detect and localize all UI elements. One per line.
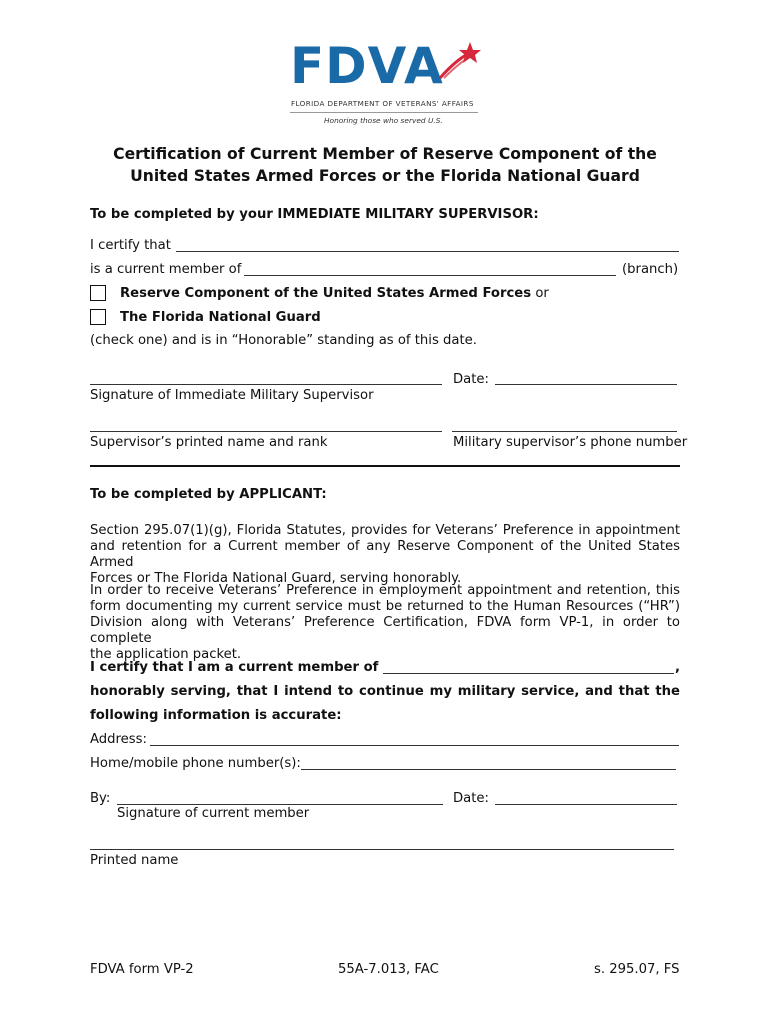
reserve-component-checkbox[interactable] — [90, 285, 106, 301]
statute-paragraph — [90, 523, 680, 587]
section-divider — [90, 465, 680, 467]
member-of-label: is a current member of — [90, 262, 242, 277]
phone-label: Home/mobile phone number(s): — [90, 756, 301, 771]
form-title-line1: Certification of Current Member of Reserve Component of the — [113, 145, 657, 163]
applicant-certify-line3: following information is accurate: — [90, 708, 342, 723]
paragraph-line: Forces or The Florida National Guard, serving honorably. — [90, 571, 462, 586]
reserve-component-label: Reserve Component of the United States Armed Forces — [120, 286, 532, 301]
branch-field[interactable] — [244, 275, 616, 276]
instructions-paragraph — [90, 583, 680, 663]
applicant-date-label: Date: — [453, 791, 489, 806]
member-name-field[interactable] — [176, 251, 679, 252]
certify-comma: , — [675, 660, 681, 675]
option-or-label: or — [535, 286, 549, 301]
paragraph-line: Division along with Veterans’ Preference Certification, FDVA form VP-1, in order to complete — [90, 615, 680, 646]
by-label: By: — [90, 791, 111, 806]
supervisor-date-label: Date: — [453, 372, 489, 387]
address-field[interactable] — [150, 745, 679, 746]
logo-tagline: Honoring those who served U.S. — [324, 116, 443, 125]
phone-field[interactable] — [301, 769, 676, 770]
branch-label: (branch) — [622, 262, 679, 277]
form-title-line2: United States Armed Forces or the Florida National Guard — [130, 167, 640, 185]
supervisor-signature-label: Signature of Immediate Military Supervisor — [90, 388, 374, 403]
supervisor-printed-name-label: Supervisor’s printed name and rank — [90, 435, 328, 450]
supervisor-phone-label: Military supervisor’s phone number — [453, 435, 688, 450]
supervisor-phone-field[interactable] — [452, 431, 677, 432]
logo-department: FLORIDA DEPARTMENT OF VETERANS' AFFAIRS — [291, 99, 474, 108]
paragraph-line: form documenting my current service must be returned to the Human Resources (“HR”) — [90, 599, 680, 614]
national-guard-label: The Florida National Guard — [120, 310, 321, 325]
reserve-component-option — [120, 286, 549, 302]
logo-letters: FDVA — [290, 37, 444, 95]
applicant-certify-label: I certify that I am a current member of — [90, 660, 379, 675]
address-label: Address: — [90, 732, 147, 747]
footer-rule: 55A-7.013, FAC — [338, 962, 439, 977]
star-icon — [438, 40, 482, 80]
paragraph-line: In order to receive Veterans’ Preference in employment appointment and retention, this — [90, 583, 680, 598]
check-one-note: (check one) and is in “Honorable” standing as of this date. — [90, 333, 477, 348]
applicant-date-field[interactable] — [495, 804, 677, 805]
applicant-printed-name-field[interactable] — [90, 849, 674, 850]
paragraph-line: Section 295.07(1)(g), Florida Statutes, provides for Veterans’ Preference in appointment — [90, 523, 680, 538]
applicant-certify-line2: honorably serving, that I intend to continue my military service, and that the — [90, 684, 680, 699]
applicant-printed-name-label: Printed name — [90, 853, 179, 868]
paragraph-line: the application packet. — [90, 647, 242, 662]
certify-label: I certify that — [90, 238, 171, 253]
logo-divider — [290, 112, 478, 113]
footer-statute: s. 295.07, FS — [594, 962, 680, 977]
supervisor-heading: To be completed by your IMMEDIATE MILITARY SUPERVISOR: — [90, 207, 539, 222]
supervisor-date-field[interactable] — [495, 384, 677, 385]
footer-form-id: FDVA form VP-2 — [90, 962, 194, 977]
fdva-logo — [290, 38, 485, 130]
applicant-signature-label: Signature of current member — [117, 806, 310, 821]
national-guard-checkbox[interactable] — [90, 309, 106, 325]
supervisor-signature-field[interactable] — [90, 384, 442, 385]
applicant-heading: To be completed by APPLICANT: — [90, 487, 327, 502]
applicant-signature-field[interactable] — [117, 804, 443, 805]
applicant-branch-field[interactable] — [383, 673, 674, 674]
supervisor-printed-name-field[interactable] — [90, 431, 442, 432]
paragraph-line: and retention for a Current member of any Reserve Component of the United States Armed — [90, 539, 680, 570]
